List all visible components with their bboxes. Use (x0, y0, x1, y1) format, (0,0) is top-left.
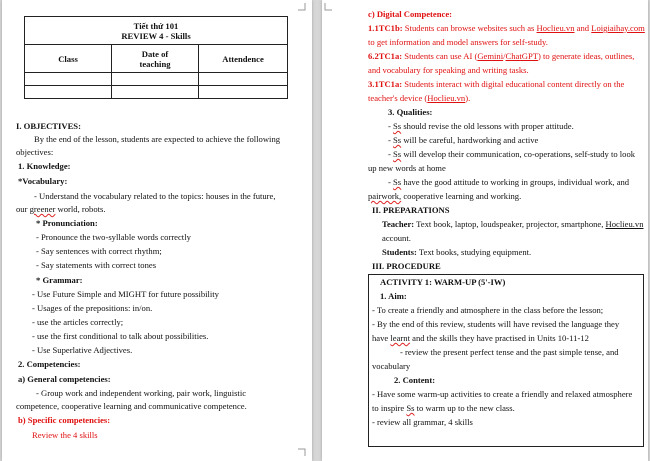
students-preparation (382, 247, 531, 257)
hoclieu-link[interactable]: Hoclieu.vn (427, 93, 466, 103)
aim-item: - By the end of this review, students will have revised the language they (372, 319, 620, 329)
spelling-flagged-word: learnt (390, 333, 410, 343)
corner-crop-mark-icon (324, 3, 332, 11)
quality-item-cont (368, 191, 521, 201)
digital-competence-1-1 (368, 23, 645, 33)
text-run: cooperative learning and working. (403, 191, 522, 201)
vocabulary-item: - Understand the vocabulary related to the topics: houses in the future, (34, 191, 276, 201)
lesson-title-cell (25, 17, 288, 45)
grammar-heading: * Grammar: (36, 275, 83, 285)
competence-code: 1.1TC1b: (368, 23, 403, 33)
gemini-link[interactable]: Gemini (477, 51, 504, 61)
competence-code: 6.2TC1a: (368, 51, 403, 61)
text-run: should revise the old lessons with proper attitude. (403, 121, 574, 131)
text-run: and (576, 23, 590, 33)
text-run: have (372, 333, 389, 343)
text-run: ). (465, 93, 471, 103)
text-run: Students can browse websites such as (404, 23, 535, 33)
pronunciation-item: - Pronounce the two-syllable words correctly (36, 232, 191, 242)
spelling-flagged-word: greener (29, 204, 56, 214)
spelling-flagged-word: pairwork, (368, 191, 402, 201)
text-run: will be careful, hardworking and active (403, 135, 539, 145)
quality-item-cont: up new words at home (368, 163, 446, 173)
content-heading: 2. Content: (394, 375, 436, 385)
quality-item (388, 121, 574, 131)
general-competencies-heading: a) General competencies: (18, 374, 111, 384)
document-page-left (2, 0, 312, 461)
qualities-heading: 3. Qualities: (388, 107, 433, 117)
aim-item-cont: vocabulary (372, 361, 411, 371)
table-cell (112, 73, 199, 86)
text-run: and the skills they have practised in Units 10-11-12 (412, 333, 589, 343)
text-run: - (388, 149, 391, 159)
loigiaihay-link[interactable]: Loigiaihay.com (591, 23, 645, 33)
competencies-heading: 2. Competencies: (18, 359, 81, 369)
text-run: to warm up to the new class. (416, 403, 515, 413)
digital-competence-1-1-cont: to get information and model answers for self-study. (368, 37, 548, 47)
teacher-label: Teacher: (382, 219, 415, 229)
digital-competence-6-2 (368, 51, 634, 61)
date-column-header (112, 45, 199, 73)
aim-heading: 1. Aim: (380, 291, 407, 301)
digital-competence-6-2-cont: and vocabulary for speaking and writing tasks. (368, 65, 529, 75)
table-cell (199, 73, 288, 86)
text-run: teacher's device ( (368, 93, 428, 103)
content-item: - review all grammar, 4 skills (372, 417, 473, 427)
text-run: Students interact with digital educational content directly on the (404, 79, 625, 89)
content-item-cont (372, 403, 515, 413)
table-cell (112, 86, 199, 99)
text-run: to inspire (372, 403, 405, 413)
knowledge-heading: 1. Knowledge: (18, 161, 71, 171)
text-run: - (388, 177, 391, 187)
grammar-item: - Use Future Simple and MIGHT for future possibility (32, 289, 219, 299)
procedure-heading: III. PROCEDURE (372, 261, 441, 271)
grammar-item: - Use Superlative Adjectives. (32, 345, 133, 355)
text-run: - (388, 135, 391, 145)
table-cell (25, 86, 112, 99)
pronunciation-item: - Say sentences with correct rhythm; (36, 246, 162, 256)
quality-item (388, 135, 538, 145)
document-page-right (322, 0, 648, 461)
corner-crop-mark-icon (298, 3, 306, 11)
date-header-line-1: Date of (141, 48, 169, 59)
spelling-flagged-word: Ss (393, 177, 402, 187)
pronunciation-heading: * Pronunciation: (36, 218, 98, 228)
aim-item: - review the present perfect tense and the past simple tense, and (400, 347, 619, 357)
grammar-item: - use the articles correctly; (32, 317, 124, 327)
aim-item: - To create a friendly and atmosphere in the class before the lesson; (372, 305, 604, 315)
students-label: Students: (382, 247, 417, 257)
class-column-header: Class (25, 45, 112, 73)
lesson-number: Tiết thứ 101 (133, 20, 179, 31)
date-header-line-2: teaching (139, 58, 171, 69)
corner-crop-mark-icon (298, 448, 306, 456)
objectives-intro-cont: objectives: (16, 147, 54, 157)
text-run: world, robots. (57, 204, 106, 214)
text-run: ) to generate ideas, outlines, (537, 51, 635, 61)
hoclieu-link[interactable]: Hoclieu.vn (536, 23, 575, 33)
competence-code: 3.1TC1a: (368, 79, 403, 89)
teacher-preparation-cont: account. (382, 233, 411, 243)
quality-item (388, 177, 629, 187)
hoclieu-link[interactable]: Hoclieu.vn (605, 219, 644, 229)
preparations-heading: II. PREPARATIONS (372, 205, 450, 215)
table-cell (199, 86, 288, 99)
text-run: Text books, studying equipment. (418, 247, 532, 257)
text-run: - (388, 121, 391, 131)
digital-competence-3-1-cont (368, 93, 470, 103)
lesson-title: REVIEW 4 - Skills (121, 30, 191, 41)
general-competencies-text: - Group work and independent working, pair work, linguistic (36, 388, 247, 398)
attendance-column-header: Attendence (199, 45, 288, 73)
activity-title: ACTIVITY 1: WARM-UP (5'-IW) (380, 277, 506, 287)
digital-competence-heading: c) Digital Competence: (368, 9, 452, 19)
text-run: Students can use AI ( (404, 51, 478, 61)
objectives-heading: I. OBJECTIVES: (16, 121, 81, 131)
text-run: Text book, laptop, loudspeaker, projector, smartphone, (416, 219, 604, 229)
content-item: - Have some warm-up activities to create a friendly and relaxed atmosphere (372, 389, 633, 399)
text-run: have the good attitude to working in groups, individual work, and (403, 177, 630, 187)
spelling-flagged-word: Ss (406, 403, 415, 413)
specific-competencies-text: Review the 4 skills (32, 430, 98, 440)
aim-item-cont (372, 333, 589, 343)
quality-item (388, 149, 635, 159)
text-run: / (503, 51, 506, 61)
spelling-flagged-word: Ss (393, 135, 402, 145)
specific-competencies-heading: b) Specific competencies: (18, 415, 111, 425)
table-cell (25, 73, 112, 86)
text-run: our (16, 204, 28, 214)
teacher-preparation (382, 219, 644, 229)
digital-competence-3-1 (368, 79, 624, 89)
vocabulary-item-cont (16, 204, 106, 214)
objectives-intro: By the end of the lesson, students are expected to achieve the following (34, 134, 281, 144)
spelling-flagged-word: Ss (393, 121, 402, 131)
lesson-header-table (24, 16, 288, 99)
grammar-item: - Usages of the prepositions: in/on. (32, 303, 153, 313)
grammar-item: - use the first conditional to talk about possibilities. (32, 331, 209, 341)
chatgpt-link[interactable]: ChatGPT (505, 51, 538, 61)
vocabulary-heading: *Vocabulary: (18, 176, 68, 186)
pronunciation-item: - Say statements with correct tones (36, 260, 157, 270)
spelling-flagged-word: Ss (393, 149, 402, 159)
text-run: will develop their communication, co-operations, self-study to look (403, 149, 636, 159)
general-competencies-text-cont: competence, cooperative learning and communicative competence. (16, 401, 247, 411)
